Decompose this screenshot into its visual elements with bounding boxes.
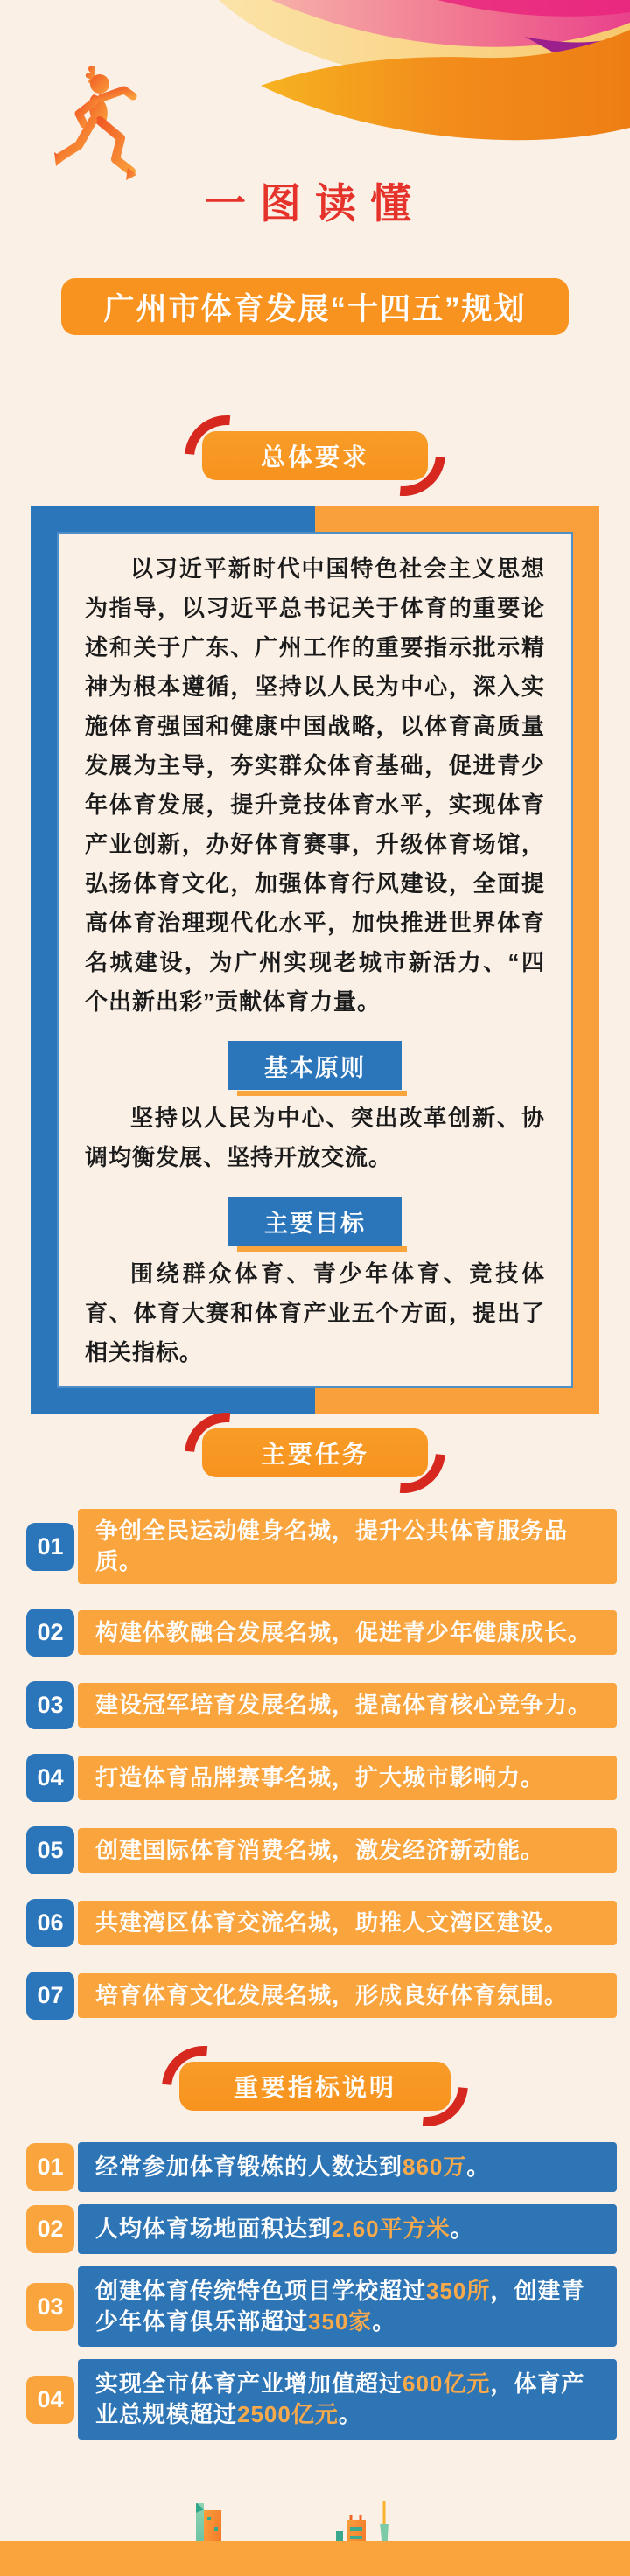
indicator-text-bar xyxy=(78,2204,617,2254)
list-item xyxy=(26,2204,617,2254)
indicator-text-bar xyxy=(78,2142,617,2192)
page-title: 一图读懂 xyxy=(205,180,425,227)
indicator-text: 人均体育场地面积达到 xyxy=(95,2216,332,2242)
main-title-banner: 广州市体育发展“十四五”规划 xyxy=(61,278,569,335)
indicator-text: 。 xyxy=(338,2401,362,2427)
task-number-badge: 05 xyxy=(26,1826,74,1874)
indicator-value-highlight: 2.60平方米 xyxy=(332,2216,451,2242)
task-text-bar: 培育体育文化发展名城，形成良好体育氛围。 xyxy=(78,1973,617,2018)
indicator-value-highlight: 860万 xyxy=(402,2154,467,2180)
hero-header xyxy=(0,0,630,278)
task-text-bar: 创建国际体育消费名城，激发经济新动能。 xyxy=(78,1828,617,1873)
task-number-badge: 06 xyxy=(26,1899,74,1947)
indicator-text: 经常参加体育锻炼的人数达到 xyxy=(95,2154,403,2180)
indicator-value-highlight: 600亿元 xyxy=(402,2370,491,2397)
task-number-badge: 03 xyxy=(26,1681,74,1729)
indicator-text: 。 xyxy=(466,2154,491,2180)
task-number-badge: 02 xyxy=(26,1609,74,1657)
swoosh-decoration-icon xyxy=(219,0,630,157)
indicators-list xyxy=(26,2142,617,2440)
section-pill-label: 总体要求 xyxy=(202,431,428,480)
list-item xyxy=(26,2359,617,2440)
indicator-text: 。 xyxy=(450,2216,474,2242)
main-goals-text: 围绕群众体育、青少年体育、竞技体育、体育大赛和体育产业五个方面，提出了相关指标。 xyxy=(85,1260,545,1365)
list-item xyxy=(26,2142,617,2192)
list-item xyxy=(26,2266,617,2347)
list-item xyxy=(26,1826,617,1874)
indicator-number-badge: 01 xyxy=(26,2143,74,2191)
task-number-badge: 07 xyxy=(26,1972,74,2020)
list-item xyxy=(26,1754,617,1802)
indicator-text-bar xyxy=(78,2359,617,2440)
task-number-badge: 04 xyxy=(26,1754,74,1802)
indicator-text: 创建体育传统特色项目学校超过 xyxy=(95,2278,427,2304)
task-text-bar: 争创全民运动健身名城，提升公共体育服务品质。 xyxy=(78,1509,617,1584)
overall-requirements-inner xyxy=(57,532,573,1388)
main-goals-label: 主要目标 xyxy=(228,1197,402,1246)
section-header-indicators xyxy=(179,2062,451,2111)
basic-principles-text: 坚持以人民为中心、突出改革创新、协调均衡发展、坚持开放交流。 xyxy=(85,1105,545,1170)
indicator-value-highlight: 350家 xyxy=(308,2308,373,2335)
footer-bar xyxy=(0,2541,630,2576)
indicator-number-badge: 02 xyxy=(26,2205,74,2253)
basic-principles-label: 基本原则 xyxy=(228,1041,402,1090)
list-item xyxy=(26,1509,617,1584)
task-text-bar: 构建体教融合发展名城，促进青少年健康成长。 xyxy=(78,1610,617,1655)
task-text-bar: 共建湾区体育交流名城，助推人文湾区建设。 xyxy=(78,1901,617,1945)
section-header-tasks xyxy=(202,1428,428,1477)
task-text-bar: 建设冠军培育发展名城，提高体育核心竞争力。 xyxy=(78,1683,617,1728)
task-text-bar: 打造体育品牌赛事名城，扩大城市影响力。 xyxy=(78,1756,617,1800)
indicator-text: 。 xyxy=(372,2308,396,2335)
indicator-text: ，体育产业总规模超过 xyxy=(95,2370,585,2427)
overall-requirements-box xyxy=(31,506,599,1414)
list-item xyxy=(26,1899,617,1947)
list-item xyxy=(26,1972,617,2020)
indicator-number-badge: 03 xyxy=(26,2283,74,2331)
list-item xyxy=(26,1681,617,1729)
list-item xyxy=(26,1609,617,1657)
indicator-value-highlight: 350所 xyxy=(426,2278,491,2304)
overall-paragraph: 以习近平新时代中国特色社会主义思想为指导，以习近平总书记关于体育的重要论述和关于广东、广州工作的重要指示批示精神为根本遵循，坚持以人民为中心，深入实施体育强国和健康中国战略，以体育高质量发展为主导，夯实群众体育基础，促进青少年体育发展，提升竞技体育水平，实现体育产业创新，办好体育赛事，升级体育场馆，弘扬体育文化，加强体育行风建设，全面提高体育治理现代化水平，加快推进世界体育名城建设，为广州实现老城市新活力、“四个出新出彩”贡献体育力量。 xyxy=(85,555,545,1015)
indicator-text: ，创建青少年体育俱乐部超过 xyxy=(95,2278,585,2335)
section-pill-label: 主要任务 xyxy=(202,1428,428,1477)
tasks-list xyxy=(26,1509,617,2020)
task-number-badge: 01 xyxy=(26,1523,74,1571)
indicator-value-highlight: 2500亿元 xyxy=(237,2401,339,2427)
indicator-text-bar xyxy=(78,2266,617,2347)
section-pill-label: 重要指标说明 xyxy=(179,2062,451,2111)
indicator-number-badge: 04 xyxy=(26,2376,74,2424)
section-header-overall xyxy=(202,431,428,480)
indicator-text: 实现全市体育产业增加值超过 xyxy=(95,2370,403,2397)
